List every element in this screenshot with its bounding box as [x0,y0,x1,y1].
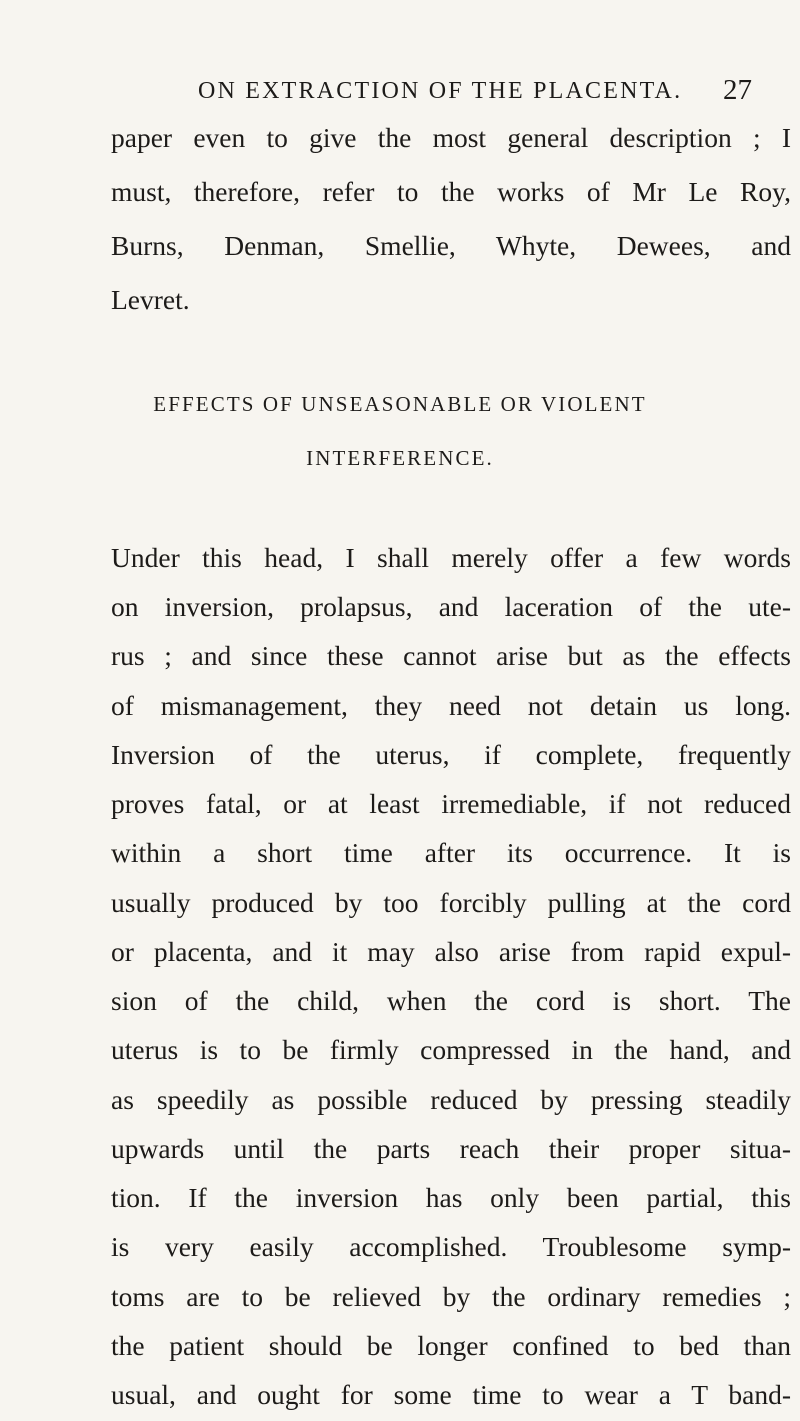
text-line: of mismanagement, they need not detain us long. [111,689,791,721]
text-line: paper even to give the most general description ; I [111,122,791,153]
text-line: is very easily accomplished. Troublesome symp- [111,1231,791,1263]
page-number: 27 [723,74,752,106]
text-line: upwards until the parts reach their proper situa- [111,1132,791,1164]
text-line: usual, and ought for some time to wear a T band- [111,1379,791,1410]
text-line: rus ; and since these cannot arise but as the effects [111,640,791,672]
text-line: usually produced by too forcibly pulling at the cord [111,886,791,918]
text-line: sion of the child, when the cord is short. The [111,985,791,1017]
text-line: Inversion of the uterus, if complete, frequently [111,738,791,770]
text-line: or placenta, and it may also arise from rapid expul- [111,935,791,967]
text-line: the patient should be longer confined to bed than [111,1329,791,1361]
chapter-title: ON EXTRACTION OF THE PLACENTA. [198,78,683,104]
running-head [0,74,800,118]
text-line: must, therefore, refer to the works of Mr Le Roy, [111,176,791,207]
section-heading-line-1: EFFECTS OF UNSEASONABLE OR VIOLENT [153,392,647,416]
text-line: proves fatal, or at least irremediable, if not reduced [111,788,791,820]
text-line: toms are to be relieved by the ordinary remedies ; [111,1280,791,1312]
text-line: within a short time after its occurrence. It is [111,837,791,869]
text-line: Burns, Denman, Smellie, Whyte, Dewees, and [111,230,791,261]
text-line: as speedily as possible reduced by pressing steadily [111,1083,791,1115]
text-line: Levret. [111,284,190,315]
text-line: tion. If the inversion has only been partial, this [111,1182,791,1214]
section-heading-line-2: INTERFERENCE. [306,446,494,470]
text-line: on inversion, prolapsus, and laceration of the ute- [111,591,791,623]
text-line: uterus is to be firmly compressed in the hand, and [111,1034,791,1066]
text-line: Under this head, I shall merely offer a few words [111,542,791,573]
